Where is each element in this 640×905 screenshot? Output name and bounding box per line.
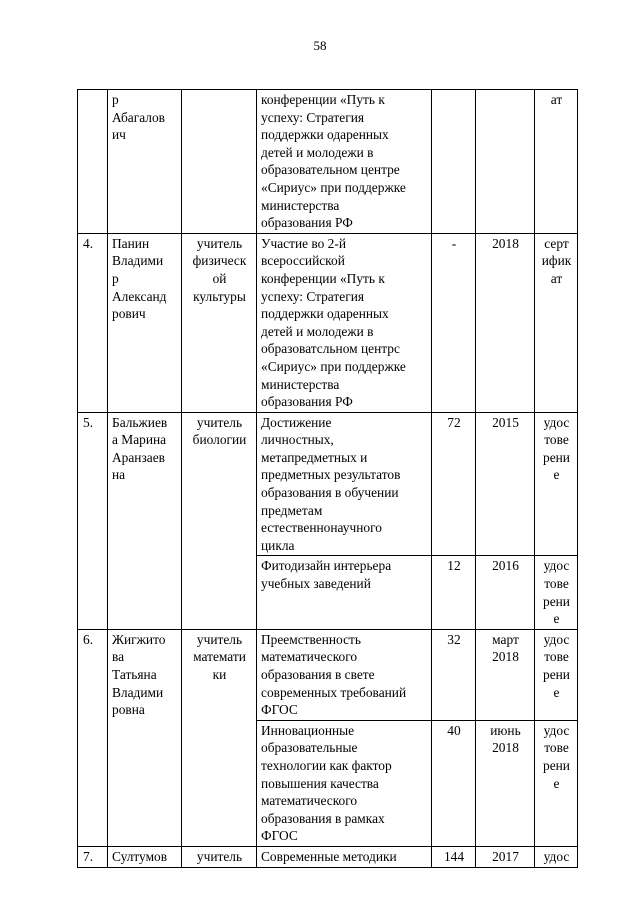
course-document-line: рени (543, 593, 570, 609)
table-row (78, 629, 578, 720)
teacher-name-line: ич (112, 127, 126, 143)
teacher-position-line: учитель (196, 414, 243, 430)
course-title-line: министерства (261, 197, 340, 213)
course-title-line: предметных результатов (261, 467, 401, 483)
course-document (535, 233, 578, 412)
teacher-position-line: ки (212, 667, 227, 682)
row-number (78, 90, 108, 234)
course-document-line: удос (543, 848, 570, 864)
teacher-position-line: культуры (193, 288, 246, 304)
course-document (535, 720, 578, 846)
course-date (476, 412, 535, 556)
teacher-position-line: ой (212, 270, 227, 286)
course-title-line: технологии как фактор (261, 757, 392, 773)
teacher-position-line: учитель (196, 848, 243, 864)
course-title-line: всероссийской (261, 253, 345, 269)
course-date (476, 233, 535, 412)
teacher-name-line: Татьяна (112, 667, 157, 682)
teacher-name-line: ровна (112, 702, 145, 718)
course-title-line: министерства (261, 376, 340, 392)
course-hours-line: 144 (443, 848, 465, 864)
teacher-name (108, 629, 182, 846)
course-title-line: Инновационные (261, 722, 355, 738)
course-title-line: детей и молодежи в (261, 144, 374, 160)
course-date (476, 90, 535, 234)
course-title-line: успеху: Стратегия (261, 288, 365, 304)
course-title-line: Достижение (261, 414, 332, 430)
course-hours (432, 629, 476, 720)
course-title-line: Фитодизайн интерьера (261, 558, 392, 574)
course-title-line: детей и молодежи в (261, 323, 374, 339)
course-title-line: успеху: Стратегия (261, 109, 365, 125)
teacher-name-line: Аранзаев (112, 449, 165, 465)
teacher-name-line: а Марина (112, 432, 167, 448)
course-hours-line: 12 (447, 558, 461, 574)
teacher-position (182, 90, 257, 234)
course-date-line: 2016 (492, 558, 519, 574)
course-title-line: Участие во 2-й (261, 235, 347, 251)
course-document-line: удос (543, 558, 570, 574)
course-date-line: 2018 (492, 740, 519, 756)
course-hours (432, 90, 476, 234)
course-document-line: тове (544, 576, 569, 592)
course-date (476, 629, 535, 720)
course-date (476, 846, 535, 867)
row-number: 4. (78, 233, 108, 412)
course-title (257, 629, 432, 720)
course-document-line: удос (543, 722, 570, 738)
teacher-position-line: математи (193, 649, 246, 665)
course-title-line: личностных, (261, 432, 334, 448)
course-document-line: рени (543, 757, 570, 773)
course-title-line: учебных заведений (261, 576, 371, 592)
course-title-line: поддержки одаренных (261, 127, 389, 143)
course-title-line: современных требований (261, 684, 407, 700)
course-hours (432, 412, 476, 556)
page-number: 58 (313, 38, 327, 53)
course-title (257, 233, 432, 412)
course-title-line: Преемственность (261, 631, 361, 647)
teacher-name (108, 233, 182, 412)
teacher-position-line: учитель (196, 631, 243, 647)
course-document (535, 90, 578, 234)
teacher-position-line: физическ (192, 253, 247, 269)
teacher-position (182, 629, 257, 846)
course-title-line: поддержки одаренных (261, 306, 389, 322)
teacher-name-line: Абагалов (112, 109, 165, 125)
course-title-line: конференции «Путь к (261, 270, 385, 286)
row-number: 5. (78, 412, 108, 629)
teacher-name-line: Султумов (112, 848, 168, 864)
teacher-name (108, 412, 182, 629)
course-document-line: удос (543, 631, 570, 647)
teachers-training-table (77, 89, 578, 868)
course-title-line: Современные методики (261, 848, 397, 864)
teacher-name-line: рович (112, 306, 146, 322)
course-document-line: е (553, 611, 560, 627)
course-date-line: 2018 (492, 649, 519, 665)
teacher-position (182, 233, 257, 412)
course-title-line: образования в рамках (261, 810, 385, 826)
course-title-line: ФГОС (261, 702, 298, 718)
course-title (257, 90, 432, 234)
course-document-line: е (553, 775, 560, 791)
course-title-line: математического (261, 793, 358, 809)
teacher-name-line: Александ (112, 288, 167, 304)
teacher-name (108, 846, 182, 867)
course-document-line: тове (544, 649, 569, 665)
course-date-line: март (492, 631, 519, 647)
course-hours (432, 556, 476, 629)
course-hours-line: - (451, 235, 457, 251)
course-date (476, 556, 535, 629)
teacher-position (182, 846, 257, 867)
course-document-line: ифик (541, 253, 572, 269)
course-document-line: е (553, 467, 560, 483)
course-document-line: рени (543, 667, 570, 682)
course-title-line: цикла (261, 537, 295, 553)
course-document-line: удос (543, 414, 570, 430)
course-document-line: серт (544, 235, 569, 251)
course-date-line: 2018 (492, 235, 519, 251)
course-title-line: конференции «Путь к (261, 92, 385, 107)
course-hours (432, 846, 476, 867)
teacher-name-line: Владими (112, 684, 164, 700)
teacher-name (108, 90, 182, 234)
course-document-line: тове (544, 740, 569, 756)
teacher-name-line: Бальжиев (112, 414, 168, 430)
teacher-name-line: Владими (112, 253, 164, 269)
course-title (257, 556, 432, 629)
course-date-line: 2017 (492, 848, 519, 864)
table-row (78, 412, 578, 556)
course-document (535, 556, 578, 629)
teacher-name-line: ва (112, 649, 125, 665)
course-date (476, 720, 535, 846)
course-title-line: образования РФ (261, 394, 353, 410)
table-row (78, 90, 578, 234)
course-document (535, 629, 578, 720)
course-title (257, 846, 432, 867)
course-hours-line: 40 (447, 722, 461, 738)
course-document-line: ат (550, 92, 563, 107)
teacher-name-line: на (112, 467, 126, 483)
course-document (535, 846, 578, 867)
course-title (257, 720, 432, 846)
course-title-line: образоватсльном центрс (261, 341, 400, 357)
teacher-name-line: Панин (112, 235, 150, 251)
teacher-name-line: р (112, 92, 119, 107)
teacher-name-line: Жигжито (112, 631, 166, 647)
course-hours (432, 720, 476, 846)
course-hours (432, 233, 476, 412)
course-document (535, 412, 578, 556)
row-number: 6. (78, 629, 108, 846)
course-document-line: тове (544, 432, 569, 448)
table-row (78, 846, 578, 867)
course-title-line: «Сириус» при поддержке (261, 179, 406, 195)
course-title-line: образования РФ (261, 215, 353, 231)
teacher-position-line: учитель (196, 235, 243, 251)
course-date-line: 2015 (492, 414, 519, 430)
course-document-line: ат (550, 270, 563, 286)
course-title-line: «Сириус» при поддержке (261, 358, 406, 374)
course-title-line: повышения качества (261, 775, 379, 791)
course-title-line: метапредметных и (261, 449, 368, 465)
course-title (257, 412, 432, 556)
teacher-position (182, 412, 257, 629)
course-title-line: математического (261, 649, 358, 665)
course-date-line: июнь (490, 722, 521, 738)
teacher-name-line: р (112, 270, 119, 286)
course-title-line: естественнонаучного (261, 520, 382, 536)
course-title-line: образования в обучении (261, 485, 399, 501)
course-document-line: е (553, 684, 560, 700)
course-hours-line: 32 (447, 631, 461, 647)
course-title-line: образования в свете (261, 667, 375, 682)
row-number: 7. (78, 846, 108, 867)
teacher-position-line: биологии (192, 432, 247, 448)
course-title-line: предметам (261, 502, 323, 518)
course-document-line: рени (543, 449, 570, 465)
course-title-line: образовательные (261, 740, 358, 756)
table-row (78, 233, 578, 412)
course-title-line: ФГОС (261, 828, 298, 844)
course-hours-line: 72 (447, 414, 461, 430)
course-title-line: образовательном центре (261, 162, 400, 178)
